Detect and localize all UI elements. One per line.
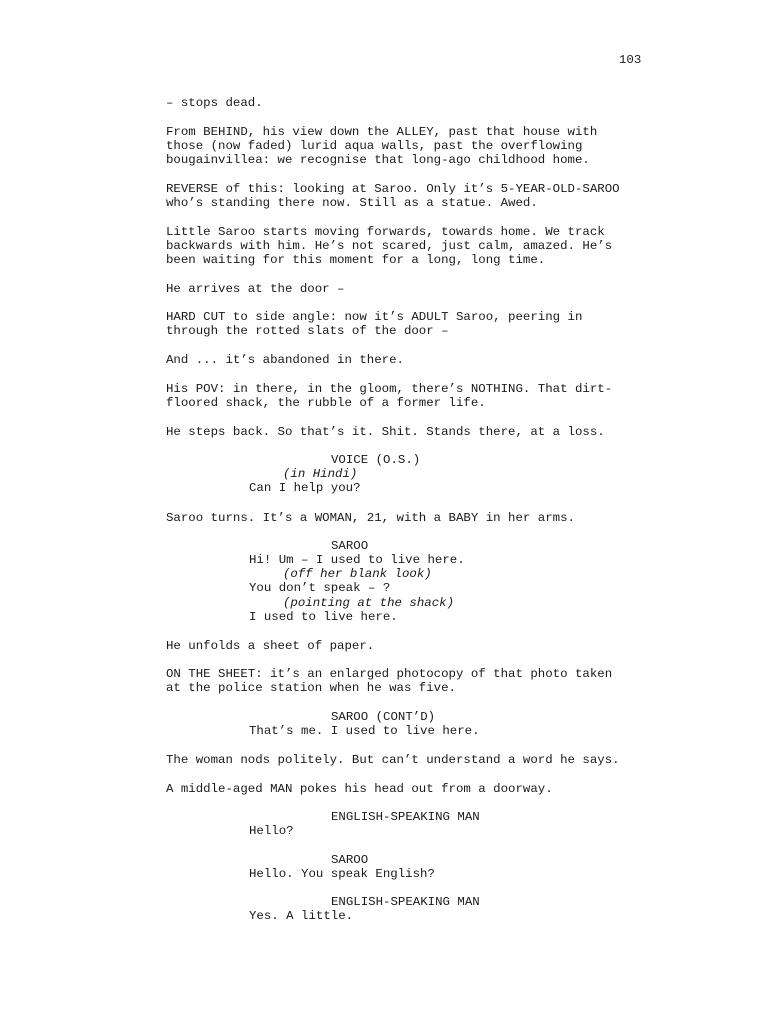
character-cue: SAROO bbox=[331, 853, 369, 867]
character-cue: SAROO (CONT’D) bbox=[331, 710, 436, 724]
action-line: A middle-aged MAN pokes his head out from a doorway. bbox=[166, 782, 553, 796]
action-line: who’s standing there now. Still as a statue. Awed. bbox=[166, 196, 538, 210]
page-number: 103 bbox=[619, 53, 642, 67]
dialogue-line: Hello. You speak English? bbox=[249, 867, 435, 881]
character-cue: ENGLISH-SPEAKING MAN bbox=[331, 895, 480, 909]
action-line: REVERSE of this: looking at Saroo. Only it’s 5-YEAR-OLD-SAROO bbox=[166, 182, 620, 196]
action-line: – stops dead. bbox=[166, 96, 263, 110]
dialogue-line: Yes. A little. bbox=[249, 909, 354, 923]
dialogue-line: I used to live here. bbox=[249, 610, 398, 624]
character-cue: VOICE (O.S.) bbox=[331, 453, 421, 467]
action-line: The woman nods politely. But can’t understand a word he says. bbox=[166, 753, 620, 767]
dialogue-line: Hi! Um – I used to live here. bbox=[249, 553, 465, 567]
action-line: floored shack, the rubble of a former life. bbox=[166, 396, 486, 410]
parenthetical: (in Hindi) bbox=[283, 467, 358, 481]
dialogue-line: Hello? bbox=[249, 824, 294, 838]
dialogue-line: Can I help you? bbox=[249, 481, 361, 495]
action-line: through the rotted slats of the door – bbox=[166, 324, 449, 338]
action-line: ON THE SHEET: it’s an enlarged photocopy of that photo taken bbox=[166, 667, 613, 681]
parenthetical: (pointing at the shack) bbox=[283, 596, 455, 610]
action-line: From BEHIND, his view down the ALLEY, past that house with bbox=[166, 125, 598, 139]
action-line: He unfolds a sheet of paper. bbox=[166, 639, 375, 653]
action-line: been waiting for this moment for a long, long time. bbox=[166, 253, 546, 267]
character-cue: SAROO bbox=[331, 539, 369, 553]
action-line: those (now faded) lurid aqua walls, past the overflowing bbox=[166, 139, 583, 153]
action-line: at the police station when he was five. bbox=[166, 681, 456, 695]
action-line: He arrives at the door – bbox=[166, 282, 345, 296]
parenthetical: (off her blank look) bbox=[283, 567, 432, 581]
action-line: He steps back. So that’s it. Shit. Stands there, at a loss. bbox=[166, 425, 605, 439]
character-cue: ENGLISH-SPEAKING MAN bbox=[331, 810, 480, 824]
dialogue-line: You don’t speak – ? bbox=[249, 581, 391, 595]
action-line: Saroo turns. It’s a WOMAN, 21, with a BABY in her arms. bbox=[166, 511, 575, 525]
action-line: bougainvillea: we recognise that long-ago childhood home. bbox=[166, 153, 590, 167]
action-line: Little Saroo starts moving forwards, towards home. We track bbox=[166, 225, 605, 239]
dialogue-line: That’s me. I used to live here. bbox=[249, 724, 480, 738]
action-line: His POV: in there, in the gloom, there’s NOTHING. That dirt- bbox=[166, 382, 613, 396]
action-line: And ... it’s abandoned in there. bbox=[166, 353, 404, 367]
action-line: HARD CUT to side angle: now it’s ADULT Saroo, peering in bbox=[166, 310, 583, 324]
action-line: backwards with him. He’s not scared, just calm, amazed. He’s bbox=[166, 239, 613, 253]
